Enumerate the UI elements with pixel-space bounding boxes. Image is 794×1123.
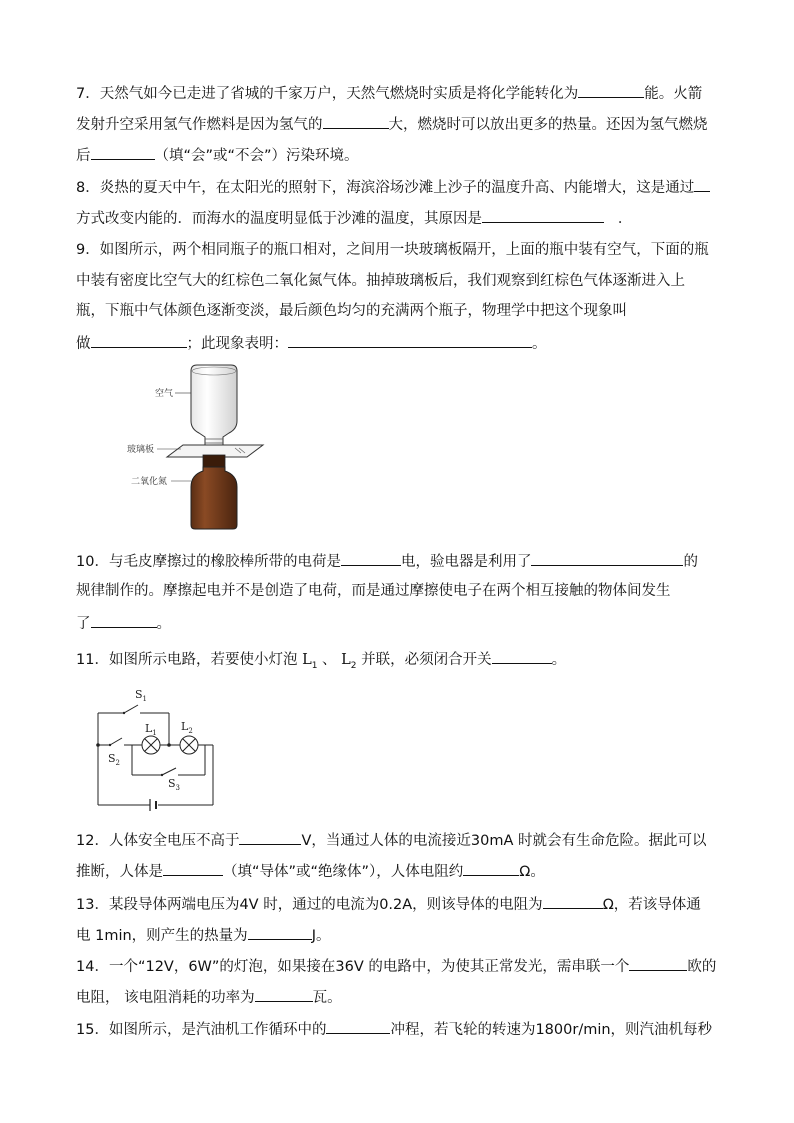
answer-blank[interactable] xyxy=(255,986,313,1002)
answer-blank[interactable] xyxy=(463,860,519,876)
q9-line3: 瓶，下瓶中气体颜色逐渐变淡，最后颜色均匀的充满两个瓶子，物理学中把这个现象叫 xyxy=(76,303,627,319)
q14-line2: 电阻， 该电阻消耗的功率为 瓦。 xyxy=(76,986,342,1008)
lower-no2-bottle xyxy=(191,455,237,529)
answer-blank[interactable] xyxy=(239,829,301,845)
answer-blank[interactable] xyxy=(163,860,223,876)
upper-air-bottle xyxy=(191,365,237,447)
q10-line3: 了 。 xyxy=(76,612,171,634)
answer-blank[interactable] xyxy=(91,332,187,348)
lamp-L1 xyxy=(142,736,160,754)
q12-line2: 推断，人体是 （填“导体”或“绝缘体”），人体电阻约 Ω。 xyxy=(76,860,545,882)
answer-blank[interactable] xyxy=(492,648,552,664)
q7-line2: 发射升空采用氢气作燃料是因为氢气的 大，燃烧时可以放出更多的热量。还因为氢气燃烧 xyxy=(76,113,708,135)
label-nitrogen-dioxide: 二氧化氮 xyxy=(131,477,168,487)
answer-blank[interactable] xyxy=(326,1018,390,1034)
label-glass-plate: 玻璃板 xyxy=(127,445,155,455)
answer-blank[interactable] xyxy=(531,550,683,566)
q7-line1: 7．天然气如今已走进了省城的千家万户，天然气燃烧时实质是将化学能转化为 能。火箭 xyxy=(76,82,702,104)
answer-blank[interactable] xyxy=(91,612,157,628)
q11-line1: 11．如图所示电路，若要使小灯泡 $L_1$ 、 $L_2$ 并联，必须闭合开关 。 xyxy=(76,648,566,676)
q13-line1: 13．某段导体两端电压为4V 时，通过的电流为0.2A，则该导体的电阻为 Ω，若该导体通 xyxy=(76,893,701,915)
q9-line2: 中装有密度比空气大的红棕色二氧化氮气体。抽掉玻璃板后，我们观察到红棕色气体逐渐进入上 xyxy=(76,273,685,289)
label-L2: $L_2$ xyxy=(181,720,193,735)
q13-line2: 电 1min，则产生的热量为 J。 xyxy=(76,924,330,946)
label-air: 空气 xyxy=(155,389,174,399)
answer-blank[interactable] xyxy=(578,82,644,98)
diffusion-bottles-figure xyxy=(125,363,285,533)
label-S1: $S_1$ xyxy=(135,688,148,703)
answer-blank[interactable] xyxy=(694,176,710,192)
q7-line3: 后 （填“会”或“不会”）污染环境。 xyxy=(76,144,359,166)
answer-blank[interactable] xyxy=(629,955,687,971)
answer-blank[interactable] xyxy=(248,924,312,940)
q14-line1: 14．一个“12V，6W”的灯泡，如果接在36V 的电路中，为使其正常发光，需串联一个 欧的 xyxy=(76,955,716,977)
circuit-diagram-figure xyxy=(88,683,223,813)
q12-line1: 12．人体安全电压不高于 V，当通过人体的电流接近30mA 时就会有生命危险。据此可以 xyxy=(76,829,706,851)
answer-blank[interactable] xyxy=(482,207,604,223)
answer-blank[interactable] xyxy=(323,113,389,129)
q8-line1: 8．炎热的夏天中午，在太阳光的照射下，海滨浴场沙滩上沙子的温度升高、内能增大，这是通过 xyxy=(76,176,710,198)
q10-line2: 规律制作的。摩擦起电并不是创造了电荷，而是通过摩擦使电子在两个相互接触的物体间发生 xyxy=(76,583,671,599)
answer-blank[interactable] xyxy=(288,332,532,348)
q10-line1: 10．与毛皮摩擦过的橡胶棒所带的电荷是 电，验电器是利用了 的 xyxy=(76,550,698,572)
label-S3: $S_3$ xyxy=(168,777,181,792)
q8-line2: 方式改变内能的．而海水的温度明显低于沙滩的温度，其原因是 ． xyxy=(76,207,632,229)
answer-blank[interactable] xyxy=(341,550,401,566)
answer-blank[interactable] xyxy=(91,144,155,160)
q9-line4: 做 ；此现象表明： 。 xyxy=(76,332,547,354)
q15-line1: 15．如图所示，是汽油机工作循环中的 冲程，若飞轮的转速为1800r/min，则汽油机每秒 xyxy=(76,1018,712,1040)
lamp-L2 xyxy=(180,736,198,754)
label-L1: $L_1$ xyxy=(145,722,157,737)
label-S2: $S_2$ xyxy=(108,752,121,767)
q9-line1: 9．如图所示，两个相同瓶子的瓶口相对，之间用一块玻璃板隔开，上面的瓶中装有空气，下面的瓶 xyxy=(76,242,709,258)
answer-blank[interactable] xyxy=(543,893,603,909)
